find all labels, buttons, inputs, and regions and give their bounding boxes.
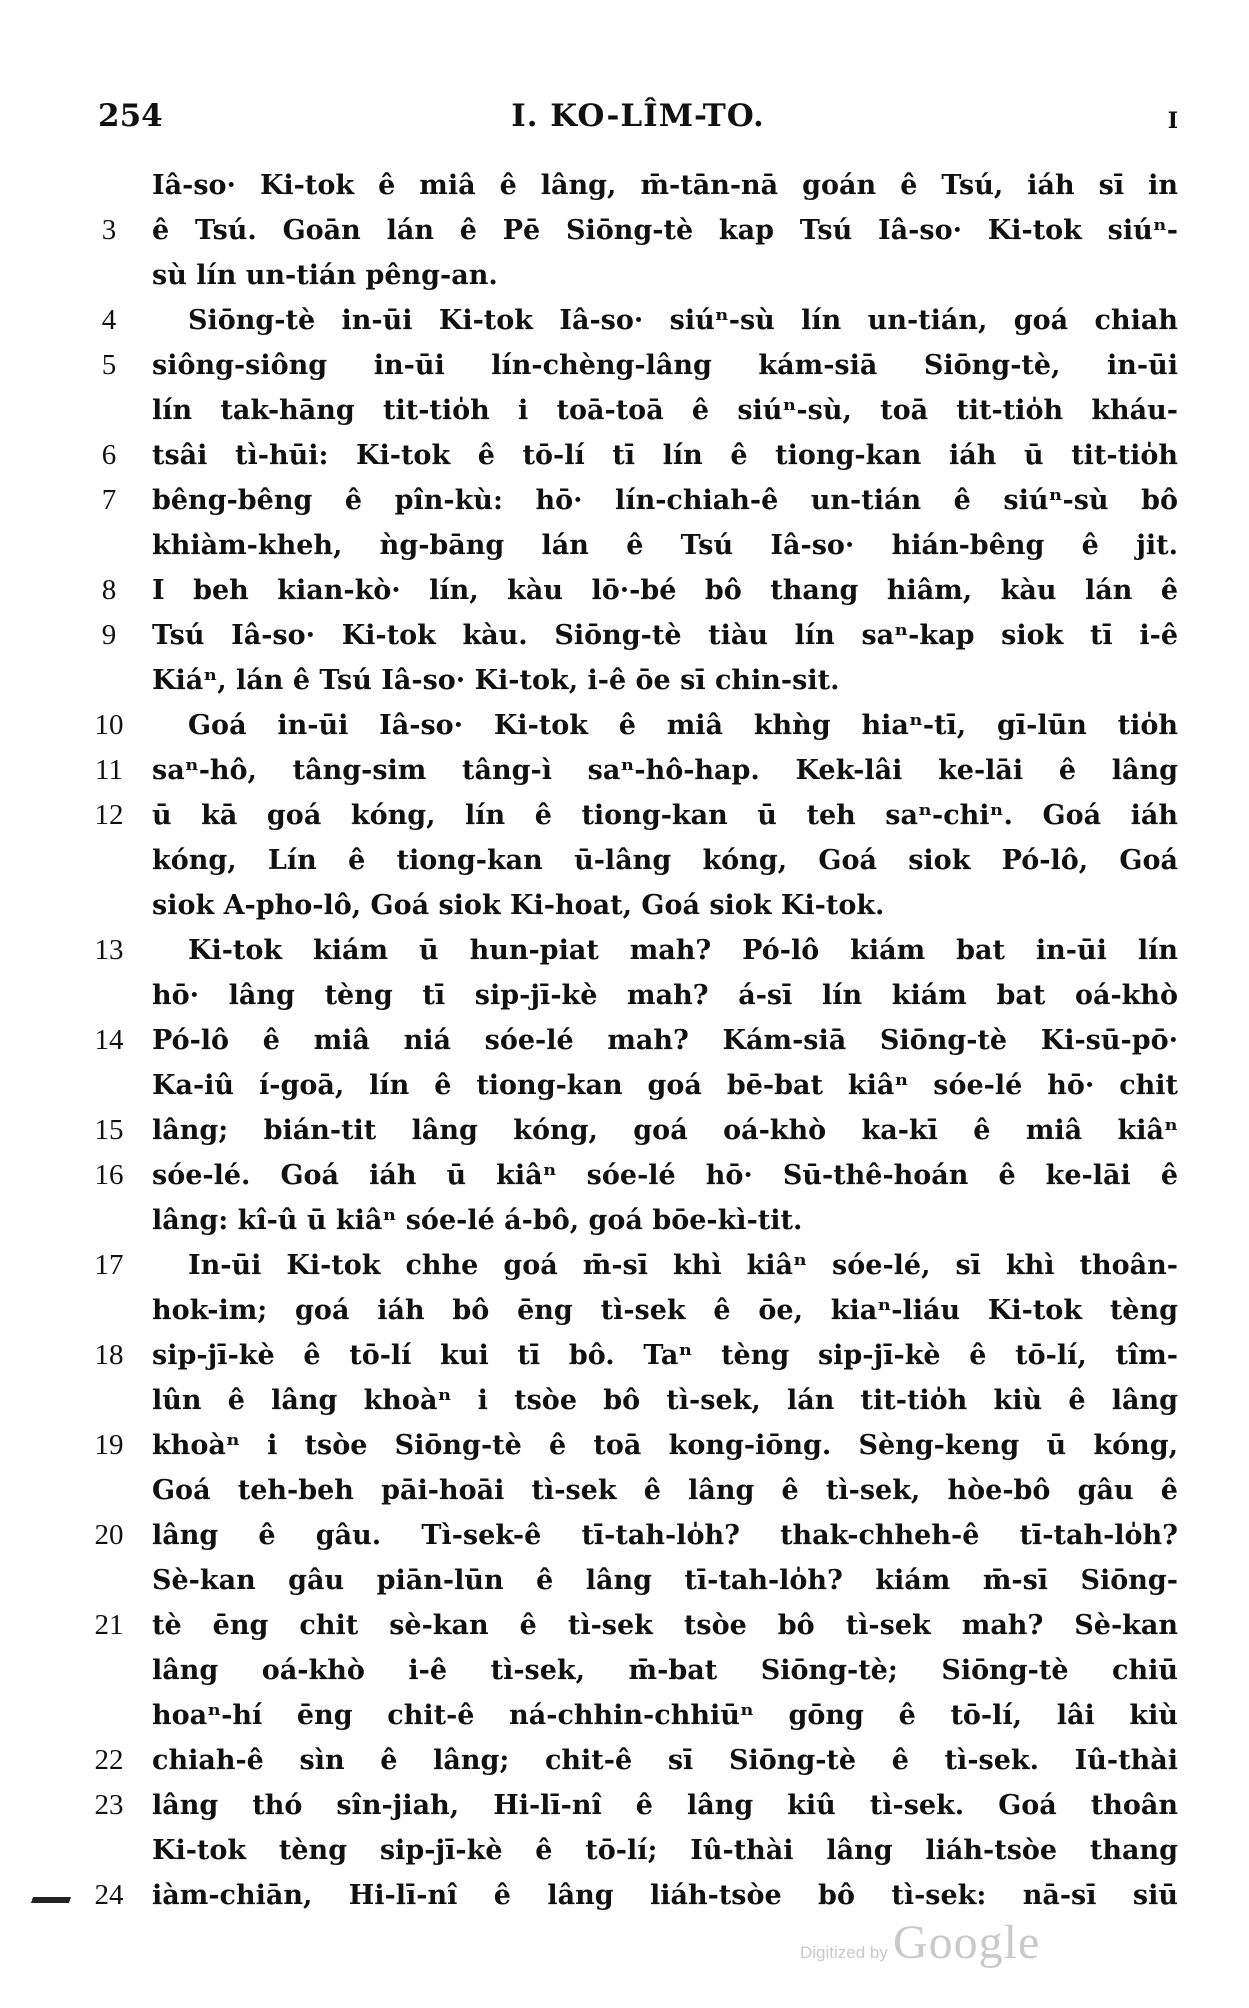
line-text: tè ēng chit sè-kan ê tì-sek tsòe bô tì-sek mah? Sè-kan (152, 1610, 1178, 1641)
text-line (84, 163, 1178, 208)
line-text: sip-jī-kè ê tō-lí kui tī bô. Taⁿ tèng sip-jī-kè ê tō-lí, tîm- (152, 1340, 1178, 1371)
watermark-logo: Google (892, 1916, 1041, 1969)
text-line (84, 1018, 1178, 1063)
line-text: In-ūi Ki-tok chhe goá m̄-sī khì kiâⁿ sóe-lé, sī khì thoân- (188, 1250, 1178, 1281)
line-number: 9 (101, 619, 117, 651)
line-text: ê Tsú. Goān lán ê Pē Siōng-tè kap Tsú Iâ-so· Ki-tok siúⁿ- (152, 215, 1178, 246)
text-line (84, 748, 1178, 793)
line-text: Pó-lô ê miâ niá sóe-lé mah? Kám-siā Siōng-tè Ki-sū-pō· (152, 1025, 1178, 1056)
text-line (84, 1063, 1178, 1108)
line-text: sù lín un-tián pêng-an. (152, 260, 498, 291)
text-line (84, 1648, 1178, 1693)
line-text: lâng ê gâu. Tì-sek-ê tī-tah-lo̍h? thak-chheh-ê tī-tah-lo̍h? (152, 1520, 1178, 1551)
line-number: 18 (94, 1339, 124, 1371)
line-number: 4 (101, 304, 117, 336)
text-line (84, 1153, 1178, 1198)
line-number: 16 (94, 1159, 124, 1191)
text-line (84, 388, 1178, 433)
line-text: khiàm-kheh, ǹg-bāng lán ê Tsú Iâ-so· hián-bêng ê jit. (152, 530, 1178, 561)
line-number: 14 (94, 1024, 124, 1056)
line-text: khoàⁿ i tsòe Siōng-tè ê toā kong-iōng. Sèng-keng ū kóng, (152, 1430, 1178, 1461)
line-number: 13 (94, 934, 124, 966)
line-text: hok-im; goá iáh bô ēng tì-sek ê ōe, kiaⁿ-liáu Ki-tok tèng (152, 1295, 1178, 1326)
line-number: 17 (94, 1249, 124, 1281)
text-line (84, 568, 1178, 613)
line-text: Iâ-so· Ki-tok ê miâ ê lâng, m̄-tān-nā goán ê Tsú, iáh sī in (152, 170, 1178, 201)
running-header (98, 98, 1178, 138)
text-line (84, 883, 1178, 928)
margin-mark (31, 1897, 71, 1903)
text-line (84, 1243, 1178, 1288)
text-line (84, 253, 1178, 298)
text-line (84, 433, 1178, 478)
running-title: I. KO-LÎM-TO. (511, 98, 765, 134)
line-text: siông-siông in-ūi lín-chèng-lâng kám-siā Siōng-tè, in-ūi (152, 350, 1178, 381)
text-line (84, 793, 1178, 838)
line-text: Ka-iû í-goā, lín ê tiong-kan goá bē-bat kiâⁿ sóe-lé hō· chit (152, 1070, 1178, 1101)
text-line (84, 1783, 1178, 1828)
digitized-watermark (800, 1915, 1040, 1970)
line-text: Ki-tok tèng sip-jī-kè ê tō-lí; Iû-thài lâng liáh-tsòe thang (152, 1835, 1178, 1866)
text-line (84, 1513, 1178, 1558)
text-line (84, 1108, 1178, 1153)
text-line (84, 1738, 1178, 1783)
line-number: 3 (101, 214, 117, 246)
line-text: chiah-ê sìn ê lâng; chit-ê sī Siōng-tè ê tì-sek. Iû-thài (152, 1745, 1178, 1776)
line-text: Goá in-ūi Iâ-so· Ki-tok ê miâ khǹg hiaⁿ-tī, gī-lūn tio̍h (188, 710, 1178, 741)
text-line (84, 838, 1178, 883)
line-number: 24 (94, 1879, 124, 1911)
line-text: I beh kian-kò· lín, kàu lō·-bé bô thang hiâm, kàu lán ê (152, 575, 1178, 606)
line-text: Siōng-tè in-ūi Ki-tok Iâ-so· siúⁿ-sù lín un-tián, goá chiah (188, 305, 1178, 336)
text-line (84, 1468, 1178, 1513)
line-text: ū kā goá kóng, lín ê tiong-kan ū teh saⁿ-chiⁿ. Goá iáh (152, 800, 1178, 831)
watermark-prefix: Digitized by (800, 1943, 888, 1962)
line-text: tsâi tì-hūi: Ki-tok ê tō-lí tī lín ê tiong-kan iáh ū tit-tio̍h (152, 440, 1178, 471)
text-line (84, 1828, 1178, 1873)
line-text: lûn ê lâng khoàⁿ i tsòe bô tì-sek, lán tit-tio̍h kiù ê lâng (152, 1385, 1178, 1416)
line-text: hō· lâng tèng tī sip-jī-kè mah? á-sī lín kiám bat oá-khò (152, 980, 1178, 1011)
line-number: 20 (94, 1519, 124, 1551)
text-line (84, 1558, 1178, 1603)
line-number: 11 (95, 754, 123, 786)
line-text: iàm-chiān, Hi-lī-nî ê lâng liáh-tsòe bô tì-sek: nā-sī siū (152, 1880, 1178, 1911)
text-line (84, 298, 1178, 343)
line-text: saⁿ-hô, tâng-sim tâng-ì saⁿ-hô-hap. Kek-lâi ke-lāi ê lâng (152, 755, 1178, 786)
line-text: sóe-lé. Goá iáh ū kiâⁿ sóe-lé hō· Sū-thê-hoán ê ke-lāi ê (152, 1160, 1178, 1191)
line-text: Kiáⁿ, lán ê Tsú Iâ-so· Ki-tok, i-ê ōe sī chin-sit. (152, 665, 840, 696)
line-text: Sè-kan gâu piān-lūn ê lâng tī-tah-lo̍h? kiám m̄-sī Siōng- (152, 1565, 1178, 1596)
line-text: lâng; bián-tit lâng kóng, goá oá-khò ka-kī ê miâ kiâⁿ (152, 1115, 1178, 1146)
line-text: Tsú Iâ-so· Ki-tok kàu. Siōng-tè tiàu lín saⁿ-kap siok tī i-ê (152, 620, 1178, 651)
line-text: lâng oá-khò i-ê tì-sek, m̄-bat Siōng-tè; Siōng-tè chiū (152, 1655, 1178, 1686)
text-line (84, 1693, 1178, 1738)
text-line (84, 928, 1178, 973)
chapter-number: I (1167, 108, 1178, 134)
text-line (84, 1873, 1178, 1918)
line-number: 6 (101, 439, 117, 471)
line-number: 23 (94, 1789, 124, 1821)
text-line (84, 1288, 1178, 1333)
line-text: siok A-pho-lô, Goá siok Ki-hoat, Goá siok Ki-tok. (152, 890, 885, 921)
text-body (84, 163, 1178, 1918)
text-line (84, 1378, 1178, 1423)
line-text: Ki-tok kiám ū hun-piat mah? Pó-lô kiám bat in-ūi lín (188, 935, 1178, 966)
text-line (84, 1198, 1178, 1243)
line-number: 5 (101, 349, 117, 381)
line-text: lâng: kî-û ū kiâⁿ sóe-lé á-bô, goá bōe-kì-tit. (152, 1205, 803, 1236)
line-number: 21 (94, 1609, 124, 1641)
text-line (84, 703, 1178, 748)
text-line (84, 973, 1178, 1018)
line-number: 8 (101, 574, 117, 606)
text-line (84, 478, 1178, 523)
line-number: 7 (101, 484, 117, 516)
text-line (84, 1603, 1178, 1648)
line-number: 22 (94, 1744, 124, 1776)
line-text: lín tak-hāng tit-tio̍h i toā-toā ê siúⁿ-sù, toā tit-tio̍h kháu- (152, 395, 1178, 426)
line-number: 15 (94, 1114, 124, 1146)
text-line (84, 613, 1178, 658)
line-number: 19 (94, 1429, 124, 1461)
text-line (84, 523, 1178, 568)
line-text: lâng thó sîn-jiah, Hi-lī-nî ê lâng kiû tì-sek. Goá thoân (152, 1790, 1178, 1821)
line-text: Goá teh-beh pāi-hoāi tì-sek ê lâng ê tì-sek, hòe-bô gâu ê (152, 1475, 1178, 1506)
line-text: kóng, Lín ê tiong-kan ū-lâng kóng, Goá siok Pó-lô, Goá (152, 845, 1178, 876)
line-number: 12 (94, 799, 124, 831)
page-number: 254 (98, 98, 163, 134)
line-text: hoaⁿ-hí ēng chit-ê ná-chhin-chhiūⁿ gōng ê tō-lí, lâi kiù (152, 1700, 1178, 1731)
text-line (84, 1423, 1178, 1468)
text-line (84, 1333, 1178, 1378)
text-line (84, 658, 1178, 703)
line-text: bêng-bêng ê pîn-kù: hō· lín-chiah-ê un-tián ê siúⁿ-sù bô (152, 485, 1178, 516)
text-line (84, 343, 1178, 388)
line-number: 10 (94, 709, 124, 741)
text-line (84, 208, 1178, 253)
